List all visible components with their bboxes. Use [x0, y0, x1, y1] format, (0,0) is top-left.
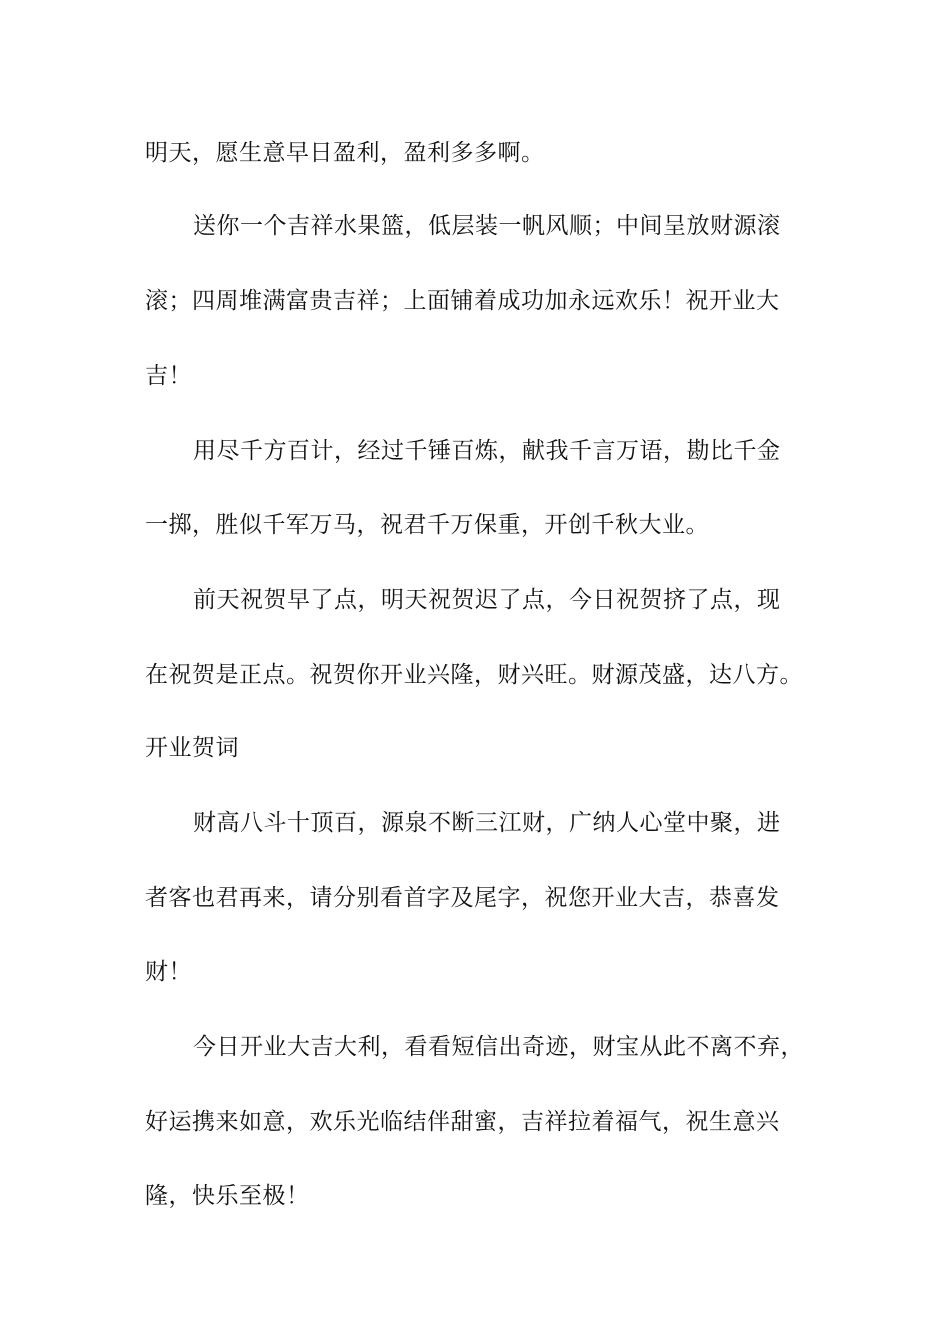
- paragraph-line: 财高八斗十顶百，源泉不断三江财，广纳人心堂中聚，进: [193, 810, 781, 836]
- text-line: 好运携来如意，欢乐光临结伴甜蜜，吉祥拉着福气，祝生意兴: [145, 1109, 780, 1135]
- paragraph-line: 用尽千方百计，经过千锤百炼，献我千言万语，勘比千金: [193, 438, 781, 464]
- paragraph-line: 送你一个吉祥水果篮，低层装一帆风顺；中间呈放财源滚: [193, 213, 781, 239]
- text-line: 财！: [145, 959, 192, 985]
- text-line: 明天，愿生意早日盈利，盈利多多啊。: [145, 140, 545, 166]
- text-line: 吉！: [145, 363, 192, 389]
- paragraph-line: 今日开业大吉大利，看看短信出奇迹，财宝从此不离不弃，: [193, 1034, 804, 1060]
- paragraph-line: 前天祝贺早了点，明天祝贺迟了点，今日祝贺挤了点，现: [193, 587, 781, 613]
- text-line: 在祝贺是正点。祝贺你开业兴隆，财兴旺。财源茂盛，达八方。: [145, 662, 803, 688]
- section-heading: 开业贺词: [145, 735, 239, 761]
- text-line: 一掷，胜似千军万马，祝君千万保重，开创千秋大业。: [145, 512, 709, 538]
- text-line: 隆，快乐至极！: [145, 1183, 310, 1209]
- text-line: 者客也君再来，请分别看首字及尾字，祝您开业大吉，恭喜发: [145, 885, 780, 911]
- text-line: 滚；四周堆满富贵吉祥；上面铺着成功加永远欢乐！祝开业大: [145, 288, 780, 314]
